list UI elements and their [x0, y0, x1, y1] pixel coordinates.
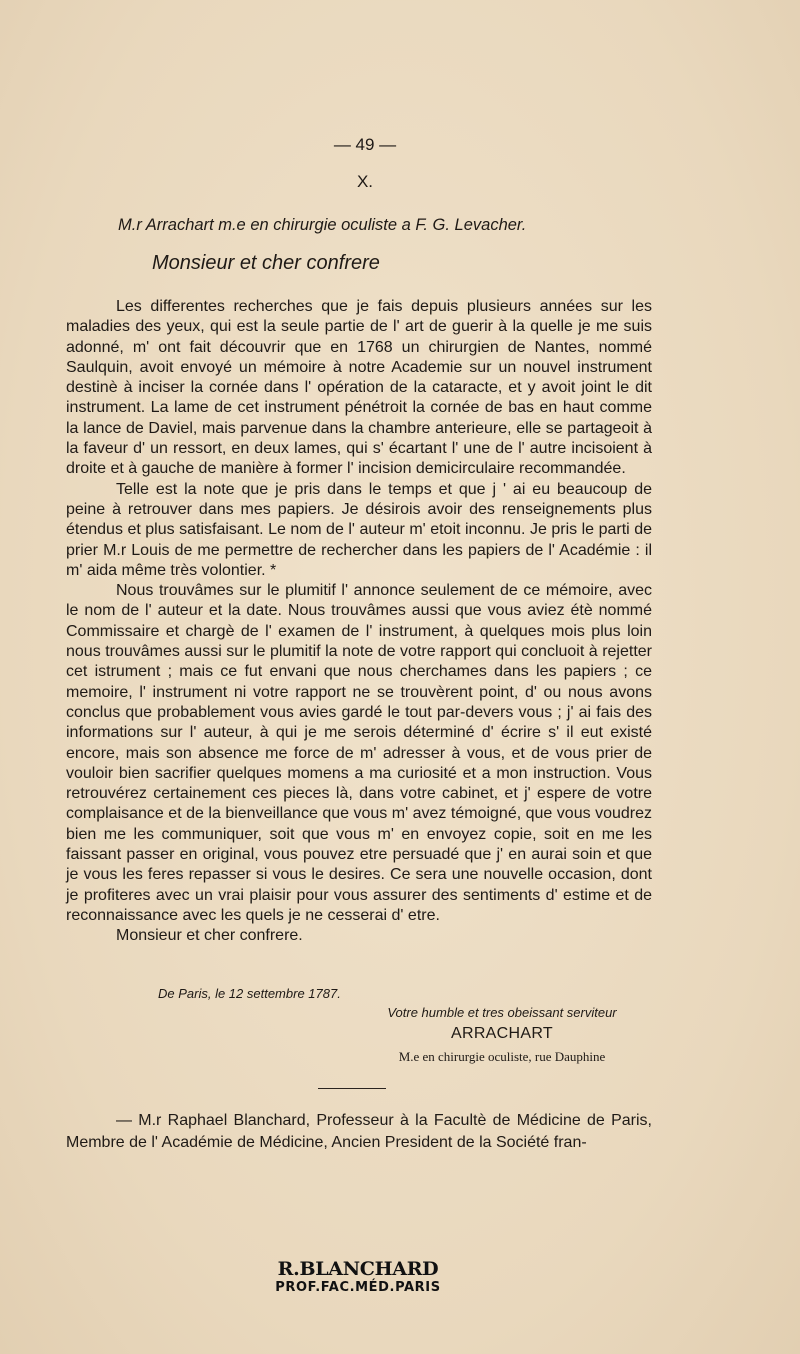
signature-block [380, 1005, 624, 1065]
footnote-text: — M.r Raphael Blanchard, Professeur à la Facultè de Médicine de Paris, Membre de l' Académie de Médicine, Ancien President de la Société fran- [66, 1112, 652, 1151]
closing-salutation: Monsieur et cher confrere. [116, 927, 303, 945]
signature-closing: Votre humble et tres obeissant serviteur [387, 1005, 617, 1020]
stamp-subtitle: PROF.FAC.MÉD.PARIS [275, 1280, 441, 1295]
page-number: — 49 — [333, 135, 397, 154]
paragraph: Nous trouvâmes sur le plumitif l' annonce seulement de ce mémoire, avec le nom de l' auteur et la date. Nous trouvâmes aussi que vous aviez étè nommé Commissaire et chargè de l' examen de l' instrument, à quelques mois plus loin nous trouvâmes aussi sur le plumitif la note de votre rapport qui concluoit à rejetter cet istrument ; mais ce fut envani que nous cherchames dans les papiers ; ce memoire, l' instrument ni votre rapport ne se trouvèrent point, d' ou nous avons conclus que probablement vous avies gardé le tout par-devers vous ; j' ai fais des informations sur l' auteur, à qui je me serois déterminé d' écrire s' il eut existé encore, mais son absence me force de m' adresser à vous, et de vous prier de vouloir bien sacrifier quelques momens a ma curiosité et a mon instruction. Vous retrouvérez certainement ces pieces là, dans votre cabinet, et j' espere de votre complaisance et de la bienveillance que vous m' avez témoigné, que vous voudrez bien me les communiquer, soit que vous m' en envoyez copie, soit en me les faissant passer en original, vous pouvez etre persuadé que j' en aurai soin et que je vous les feres repasser si vous le desires. Ce sera une nouvelle occasion, dont je profiteres avec un vrai plaisir pour vous assurer des sentiments d' estime et de reconnaissance avec les quels je ne cesserai d' etre. [66, 582, 652, 924]
signature-address: M.e en chirurgie oculiste, rue Dauphine [398, 1049, 606, 1064]
letter-body [66, 297, 652, 947]
library-stamp [258, 1258, 458, 1295]
stamp-name: R.BLANCHARD [277, 1258, 439, 1280]
paragraph: Telle est la note que je pris dans le temps et que j ' ai eu beaucoup de peine à retrouver dans mes papiers. Je désirois avoir des renseignements plus étendus et plus satisfaisant. Le nom de l' auteur m' etoit inconnu. Je pris le parti de prier M.r Louis de me permettre de rechercher dans les papiers de l' Académie : il m' aida même très volontier. * [66, 480, 652, 579]
salutation: Monsieur et cher confrere [152, 252, 380, 274]
paragraph: Les differentes recherches que je fais depuis plusieurs années sur les maladies des yeux, qui est la seule partie de l' art de guerir à la quelle je me suis adonné, m' ont fait découvrir que en 1768 un chirurgien de Nantes, nommé Saulquin, avoit envoyé un mémoire à notre Academie sur un nouvel instrument destinè à inciser la cornée dans l' opération de la cataracte, et y avoit joint le dit instrument. La lame de cet instrument pénétroit la cornée de bas en haut comme la lance de Daviel, mais parvenue dans la chambre anterieure, elle se partageoit à la faveur d' un ressort, en deux lames, qui s' écartant l' une de l' autre incisoient à droite et à gauche de manière à former l' incision demicirculaire recommandée. [66, 298, 652, 478]
dateline: De Paris, le 12 settembre 1787. [158, 986, 341, 1001]
footnote [66, 1110, 652, 1154]
letter-number: X. [356, 172, 374, 191]
divider-rule [318, 1088, 386, 1089]
letter-heading: M.r Arrachart m.e en chirurgie oculiste a F. G. Levacher. [118, 216, 527, 234]
signature-name: ARRACHART [451, 1025, 553, 1042]
